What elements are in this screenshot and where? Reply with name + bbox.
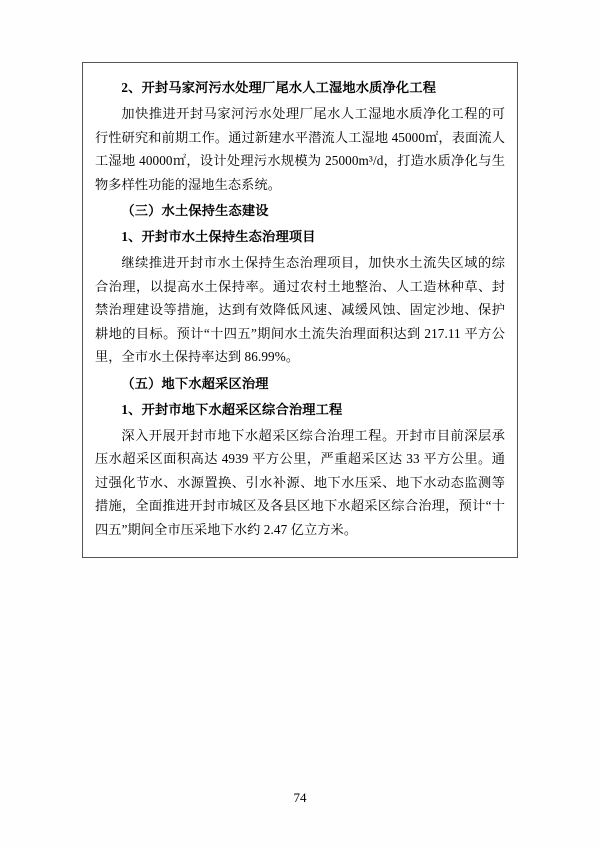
heading-groundwater-project: 1、开封市地下水超采区综合治理工程 (121, 401, 343, 417)
paragraph-majiahe-detail: 加快推进开封马家河污水处理厂尾水人工湿地水质净化工程的可行性研究和前期工作。通过新建水平潜流人工湿地 45000㎡，表面流人工湿地 40000㎡，设计处理污水规模为 25000m³/d，打造水质净化与生物多样性功能的湿地生态系统。 (95, 106, 505, 192)
paragraph-groundwater-detail: 深入开展开封市地下水超采区综合治理工程。开封市目前深层承压水超采区面积高达 4939 平方公里，严重超采区达 33 平方公里。通过强化节水、水源置换、引水补源、地下水压采、地下水动态监测等措施，全面推进开封市城区及各县区地下水超采区综合治理，预计“十四五”期间全市压采地下水约 2.47 亿立方米。 (95, 427, 505, 537)
heading-soil-water-project: 1、开封市水土保持生态治理项目 (121, 229, 316, 245)
document-content-box (82, 62, 518, 558)
heading-section-five: （五）地下水超采区治理 (121, 375, 269, 391)
paragraph-soil-water-detail: 继续推进开封市水土保持生态治理项目，加快水土流失区域的综合治理，以提高水土保持率。通过农村土地整治、人工造林种草、封禁治理建设等措施，达到有效降低风速、减缓风蚀、固定沙地、保护耕地的目标。预计“十四五”期间水土流失治理面积达到 217.11 平方公里，全市水土保持率达到 86.99%。 (95, 255, 505, 365)
page-number: 74 (293, 790, 307, 805)
heading-majiahe-project: 2、开封马家河污水处理厂尾水人工湿地水质净化工程 (121, 80, 437, 95)
heading-section-three: （三）水土保持生态建设 (121, 203, 269, 219)
